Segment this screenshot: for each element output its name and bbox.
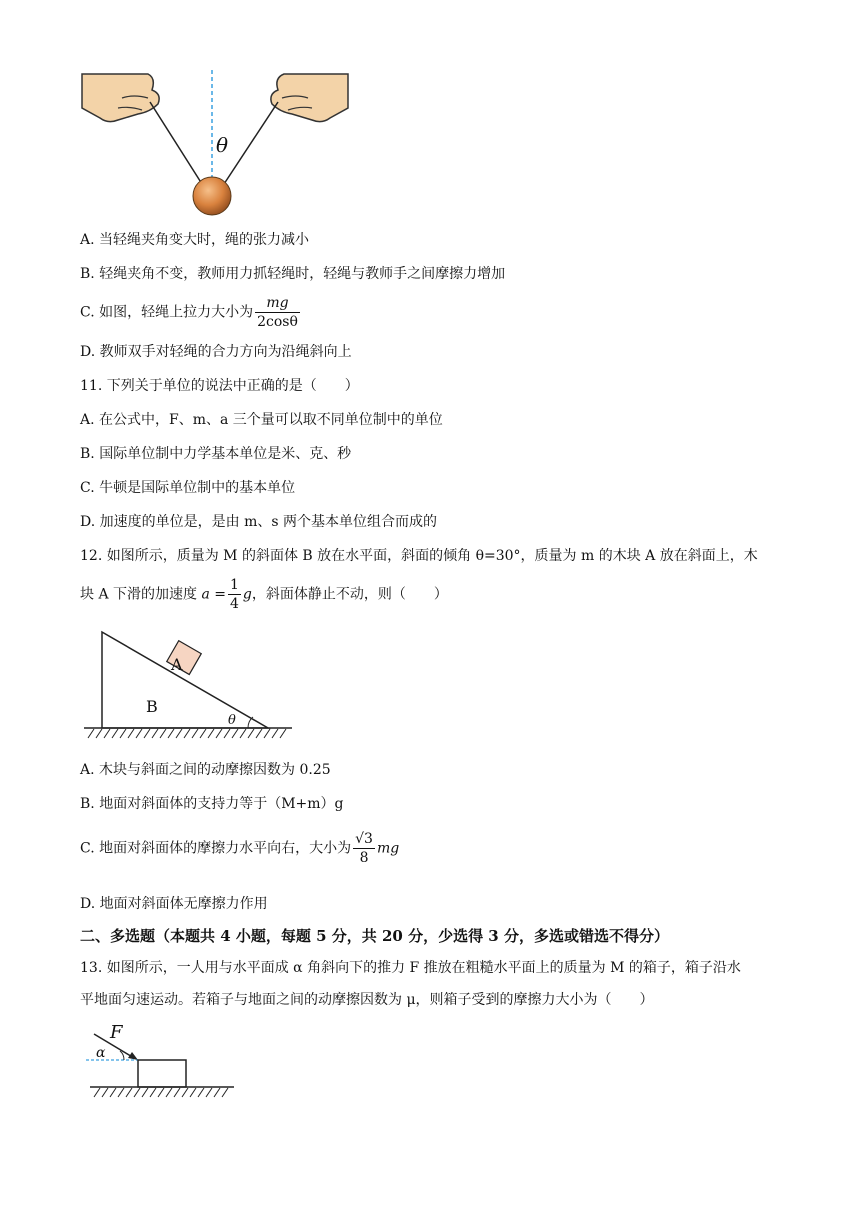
incline-figure bbox=[82, 628, 297, 746]
q11-option-d: D. 加速度的单位是，是由 m、s 两个基本单位组合而成的 bbox=[80, 514, 437, 530]
q10-option-c bbox=[80, 294, 302, 331]
fraction-numerator: mg bbox=[255, 294, 300, 313]
push-box-figure bbox=[84, 1020, 244, 1102]
q12-stem-line2 bbox=[80, 576, 448, 613]
right-string bbox=[224, 102, 278, 184]
q12-option-a: A. 木块与斜面之间的动摩擦因数为 0.25 bbox=[80, 762, 331, 778]
fraction-denominator: 4 bbox=[230, 596, 239, 612]
q11-stem: 11. 下列关于单位的说法中正确的是（ ） bbox=[80, 378, 359, 394]
q12-stem-prefix: 块 A 下滑的加速度 bbox=[80, 586, 198, 603]
q10-fraction bbox=[255, 294, 300, 331]
q12-g-symbol: g bbox=[242, 586, 252, 603]
q12-option-d: D. 地面对斜面体无摩擦力作用 bbox=[80, 896, 268, 912]
incline-b-label: B bbox=[146, 697, 158, 716]
q12-stem-suffix: ，斜面体静止不动，则（ ） bbox=[251, 586, 448, 603]
ball bbox=[193, 177, 231, 215]
q12-mg-symbol: mg bbox=[376, 840, 400, 857]
left-string bbox=[150, 102, 202, 184]
theta-label: θ bbox=[216, 133, 229, 157]
q12-fraction bbox=[228, 576, 241, 613]
ground-hatching bbox=[88, 729, 286, 738]
q11-option-c: C. 牛顿是国际单位制中的基本单位 bbox=[80, 480, 296, 496]
q13-stem-line2: 平地面匀速运动。若箱子与地面之间的动摩擦因数为 μ，则箱子受到的摩擦力大小为（ ） bbox=[80, 992, 654, 1008]
block-a-label: A bbox=[171, 655, 183, 674]
box bbox=[138, 1060, 186, 1087]
ground-hatching bbox=[94, 1088, 228, 1097]
fraction-denominator: 2cosθ bbox=[257, 314, 298, 330]
fraction-denominator: 8 bbox=[359, 850, 369, 866]
fraction-numerator: 1 bbox=[230, 577, 239, 593]
section-title: 二、多选题（本题共 4 小题，每题 5 分，共 20 分，少选得 3 分，多选或错选不得分） bbox=[80, 927, 669, 945]
q12-option-c-text: C. 地面对斜面体的摩擦力水平向右，大小为 bbox=[80, 840, 352, 857]
q10-option-a: A. 当轻绳夹角变大时，绳的张力减小 bbox=[80, 232, 310, 248]
q12-option-b: B. 地面对斜面体的支持力等于（M+m）g bbox=[80, 796, 344, 812]
q11-option-a: A. 在公式中，F、m、a 三个量可以取不同单位制中的单位 bbox=[80, 412, 443, 428]
q10-option-d: D. 教师双手对轻绳的合力方向为沿绳斜向上 bbox=[80, 344, 352, 360]
force-arrowhead bbox=[128, 1052, 138, 1060]
q12-a-symbol: a = bbox=[201, 586, 226, 603]
q10-option-c-text: C. 如图，轻绳上拉力大小为 bbox=[80, 304, 254, 321]
alpha-label: α bbox=[96, 1045, 106, 1061]
q11-option-b: B. 国际单位制中力学基本单位是米、克、秒 bbox=[80, 446, 352, 462]
q10-option-b: B. 轻绳夹角不变，教师用力抓轻绳时，轻绳与教师手之间摩擦力增加 bbox=[80, 266, 506, 282]
theta-label: θ bbox=[228, 713, 236, 728]
q12-c-fraction bbox=[353, 830, 375, 867]
force-label: F bbox=[110, 1022, 123, 1043]
fraction-numerator: √3 bbox=[355, 831, 373, 847]
q13-stem-line1: 13. 如图所示，一人用与水平面成 α 角斜向下的推力 F 推放在粗糙水平面上的质量为 M 的箱子，箱子沿水 bbox=[80, 960, 741, 976]
q12-option-c bbox=[80, 830, 399, 867]
hands-ball-figure bbox=[78, 68, 358, 218]
q12-stem-line1: 12. 如图所示，质量为 M 的斜面体 B 放在水平面，斜面的倾角 θ=30°，质量为 m 的木块 A 放在斜面上，木 bbox=[80, 548, 758, 564]
